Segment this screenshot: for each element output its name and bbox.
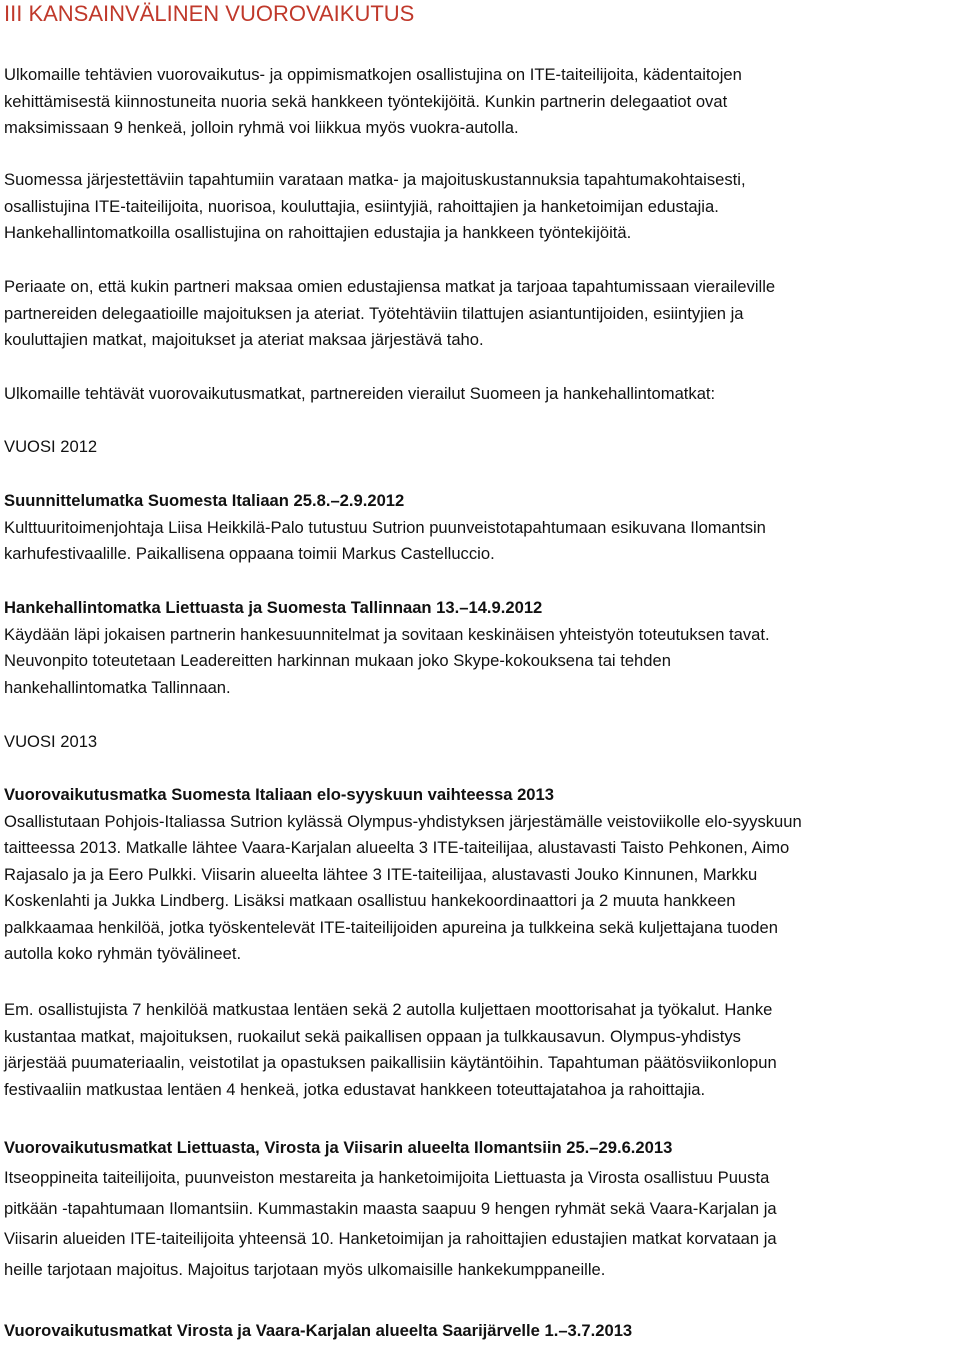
- trip-3-heading: Vuorovaikutusmatka Suomesta Italiaan elo-syyskuun vaihteessa 2013: [4, 785, 554, 804]
- page-title: III KANSAINVÄLINEN VUOROVAIKUTUS: [4, 1, 415, 26]
- trip-2: [4, 595, 960, 701]
- principle-paragraph: [4, 274, 960, 354]
- trip-3-line: autolla koko ryhmän työvälineet.: [4, 944, 242, 963]
- trip-5-heading: Vuorovaikutusmatkat Virosta ja Vaara-Karjalan alueelta Saarijärvelle 1.–3.7.2013: [4, 1321, 633, 1340]
- trip-3-line: taitteessa 2013. Matkalle lähtee Vaara-Karjalan alueelta 3 ITE-taiteilijaa, alustavasti Taisto Pehkonen, Aimo: [4, 838, 790, 857]
- trip-1: [4, 488, 960, 568]
- trip-5: [4, 1318, 960, 1345]
- list-intro: [4, 381, 960, 408]
- trip-4: [4, 1134, 960, 1162]
- trip-3-extra-line: järjestää puumateriaalin, veistotilat ja opastuksen paikallisiin käytäntöihin. Tapahtuman päätösviikonlopun: [4, 1053, 777, 1072]
- trip-3-line: palkkaamaa henkilöä, jotka työskentelevät ITE-taiteilijoiden apureina ja tulkkeina sekä kuljettajana tuoden: [4, 917, 778, 937]
- trip-1-line: karhufestivaalille. Paikallisena oppaana toimii Markus Castelluccio.: [4, 544, 495, 563]
- year-2012-heading: [4, 434, 960, 461]
- trip-2-line: Neuvonpito toteutetaan Leadereitten harkinnan mukaan joko Skype-kokouksena tai tehden: [4, 651, 671, 670]
- intro-line: maksimissaan 9 henkeä, jolloin ryhmä voi liikkua myös vuokra-autolla.: [4, 118, 519, 137]
- trip-1-line: Kulttuuritoimenjohtaja Liisa Heikkilä-Palo tutustuu Sutrion puunveistotapahtumaan esikuvana Ilomantsin: [4, 517, 766, 537]
- list-intro-text: Ulkomaille tehtävät vuorovaikutusmatkat, partnereiden vierailut Suomeen ja hankehallintomatkat:: [4, 384, 716, 403]
- intro-line: kehittämisestä kiinnostuneita nuoria sekä hankkeen työntekijöitä. Kunkin partnerin delegaatiot ovat: [4, 91, 728, 111]
- principle-line: Periaate on, että kukin partneri maksaa omien edustajiensa matkat ja tarjoaa tapahtumissaan vieraileville: [4, 277, 776, 296]
- costs-line: Suomessa järjestettäviin tapahtumiin varataan matka- ja majoituskustannuksia tapahtumakohtaisesti,: [4, 170, 746, 189]
- trip-3-extra: [4, 997, 960, 1103]
- trip-4-body: [4, 1163, 960, 1285]
- trip-2-line: hankehallintomatka Tallinnaan.: [4, 677, 231, 697]
- trip-3: [4, 782, 960, 968]
- trip-4-line: Itseoppineita taiteilijoita, puunveiston mestareita ja hanketoimijoita Liettuasta ja Virosta osallistuu Puusta: [4, 1168, 770, 1187]
- year-2013-text: VUOSI 2013: [4, 732, 98, 751]
- trip-4-line: Viisarin alueiden ITE-taiteilijoita yhteensä 10. Hanketoimijan ja rahoittajien edustajien matkat korvataan ja: [4, 1229, 777, 1248]
- trip-1-heading: Suunnittelumatka Suomesta Italiaan 25.8.–2.9.2012: [4, 491, 405, 510]
- costs-line: Hankehallintomatkoilla osallistujina on rahoittajien edustajia ja hankkeen työntekijöitä.: [4, 223, 632, 242]
- trip-2-heading: Hankehallintomatka Liettuasta ja Suomesta Tallinnaan 13.–14.9.2012: [4, 598, 543, 617]
- principle-line: kouluttajien matkat, majoitukset ja ateriat maksaa järjestävä taho.: [4, 330, 484, 349]
- year-2013-heading: [4, 729, 960, 756]
- trip-3-extra-line: Em. osallistujista 7 henkilöä matkustaa lentäen sekä 2 autolla kuljettaen moottorisahat ja työkalut. Hanke: [4, 1000, 773, 1019]
- principle-line: partnereiden delegaatioille majoituksen ja ateriat. Työtehtäviin tilattujen asiantuntijoiden, esiintyjien ja: [4, 303, 744, 323]
- trip-3-line: Rajasalo ja ja Eero Pulkki. Viisarin alueelta lähtee 3 ITE-taiteilijaa, alustavasti Jouko Kinnunen, Markku: [4, 864, 758, 884]
- intro-paragraph: [4, 62, 960, 142]
- trip-4-heading: Vuorovaikutusmatkat Liettuasta, Virosta ja Viisarin alueelta Ilomantsiin 25.–29.6.2013: [4, 1138, 673, 1157]
- trip-3-line: Osallistutaan Pohjois-Italiassa Sutrion kylässä Olympus-yhdistyksen järjestämälle veistoviikolle elo-syyskuun: [4, 811, 802, 831]
- trip-4-line: pitkään -tapahtumaan Ilomantsiin. Kummastakin maasta saapuu 9 hengen ryhmät sekä Vaara-Karjalan ja: [4, 1198, 777, 1218]
- trip-2-line: Käydään läpi jokaisen partnerin hankesuunnitelmat ja sovitaan keskinäisen yhteistyön toteutuksen tavat.: [4, 624, 770, 644]
- costs-paragraph: [4, 167, 960, 247]
- trip-3-extra-line: kustantaa matkat, majoituksen, ruokailut sekä paikallisen oppaan ja tulkkausavun. Olympus-yhdistys: [4, 1026, 741, 1046]
- trip-4-line: heille tarjotaan majoitus. Majoitus tarjotaan myös ulkomaisille hankekumppaneille.: [4, 1259, 606, 1279]
- costs-line: osallistujina ITE-taiteilijoita, nuorisoa, kouluttajia, esiintyjiä, rahoittajien ja hanketoimijan edustajia.: [4, 196, 719, 216]
- intro-line: Ulkomaille tehtävien vuorovaikutus- ja oppimismatkojen osallistujina on ITE-taiteilijoita, kädentaitojen: [4, 65, 742, 84]
- year-2012-text: VUOSI 2012: [4, 437, 98, 456]
- trip-3-extra-line: festivaaliin matkustaa lentäen 4 henkeä, jotka edustavat hankkeen toteuttajatahoa ja rahoittajia.: [4, 1079, 706, 1099]
- trip-3-line: Koskenlahti ja Jukka Lindberg. Lisäksi matkaan osallistuu hankekoordinaattori ja 2 muuta hankkeen: [4, 891, 736, 910]
